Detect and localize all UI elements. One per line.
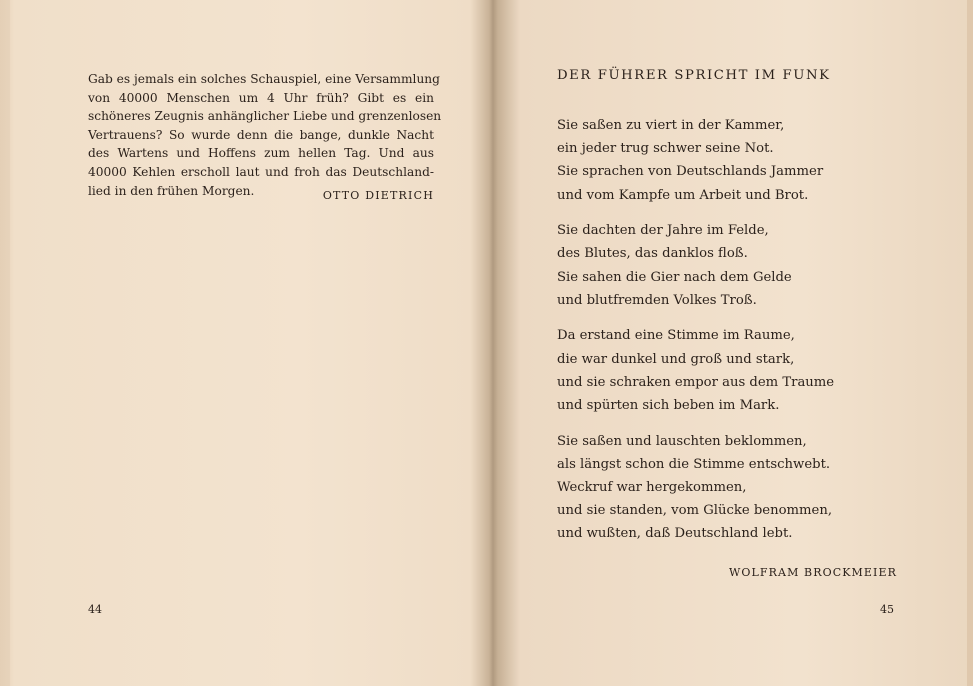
poem-verse: und sie standen, vom Glücke benommen, — [557, 503, 833, 519]
prose-line: von 40000 Menschen um 4 Uhr früh? Gibt es ein — [88, 90, 434, 105]
prose-line: schöneres Zeugnis anhänglicher Liebe und grenzenlosen — [88, 109, 442, 124]
poem-body — [557, 114, 877, 558]
poem-verse: des Blutes, das danklos floß. — [557, 246, 748, 262]
prose-line: Vertrauens? So wurde denn die bange, dunkle Nacht — [88, 127, 434, 142]
prose-line: lied in den frühen Morgen. — [88, 183, 255, 198]
poem-verse: Sie saßen zu viert in der Kammer, — [557, 118, 785, 133]
poem-verse: und vom Kampfe um Arbeit und Brot. — [557, 187, 809, 203]
right-page-number: 45 — [880, 603, 894, 616]
left-page-number: 44 — [88, 603, 102, 616]
poem-stanza-4 — [557, 430, 877, 546]
left-page-author: OTTO DIETRICH — [322, 189, 434, 202]
poem-stanza-2 — [557, 219, 877, 312]
poem-stanza-3 — [557, 324, 877, 417]
poem-verse: Weckruf war hergekommen, — [557, 480, 747, 496]
poem-verse: und sie schraken empor aus dem Traume — [557, 374, 835, 390]
poem-verse: und spürten sich beben im Mark. — [557, 398, 780, 414]
poem-verse: und blutfremden Volkes Troß. — [557, 292, 757, 308]
right-page-author: WOLFRAM BROCKMEIER — [728, 566, 897, 579]
page-edges-right — [967, 0, 973, 686]
poem-verse: Sie sprachen von Deutschlands Jammer — [557, 164, 824, 180]
poem-verse: Sie dachten der Jahre im Felde, — [557, 223, 769, 239]
poem-verse: die war dunkel und groß und stark, — [557, 351, 795, 367]
prose-line: Gab es jemals ein solches Schauspiel, eine Versammlung — [88, 72, 440, 86]
prose-line: des Wartens und Hoffens zum hellen Tag. Und aus — [88, 146, 434, 161]
poem-verse: Da erstand eine Stimme im Raume, — [557, 328, 795, 344]
poem-verse: und wußten, daß Deutschland lebt. — [557, 526, 793, 542]
poem-verse: Sie sahen die Gier nach dem Gelde — [557, 269, 792, 285]
poem-title: DER FÜHRER SPRICHT IM FUNK — [557, 68, 831, 83]
poem-verse: als längst schon die Stimme entschwebt. — [557, 456, 831, 472]
prose-line: 40000 Kehlen erscholl laut und froh das Deutschland- — [88, 164, 434, 179]
poem-stanza-1 — [557, 114, 877, 207]
page-edges-left — [0, 0, 10, 686]
poem-verse: ein jeder trug schwer seine Not. — [557, 141, 774, 157]
poem-verse: Sie saßen und lauschten beklommen, — [557, 433, 807, 449]
left-page-prose — [88, 70, 442, 200]
